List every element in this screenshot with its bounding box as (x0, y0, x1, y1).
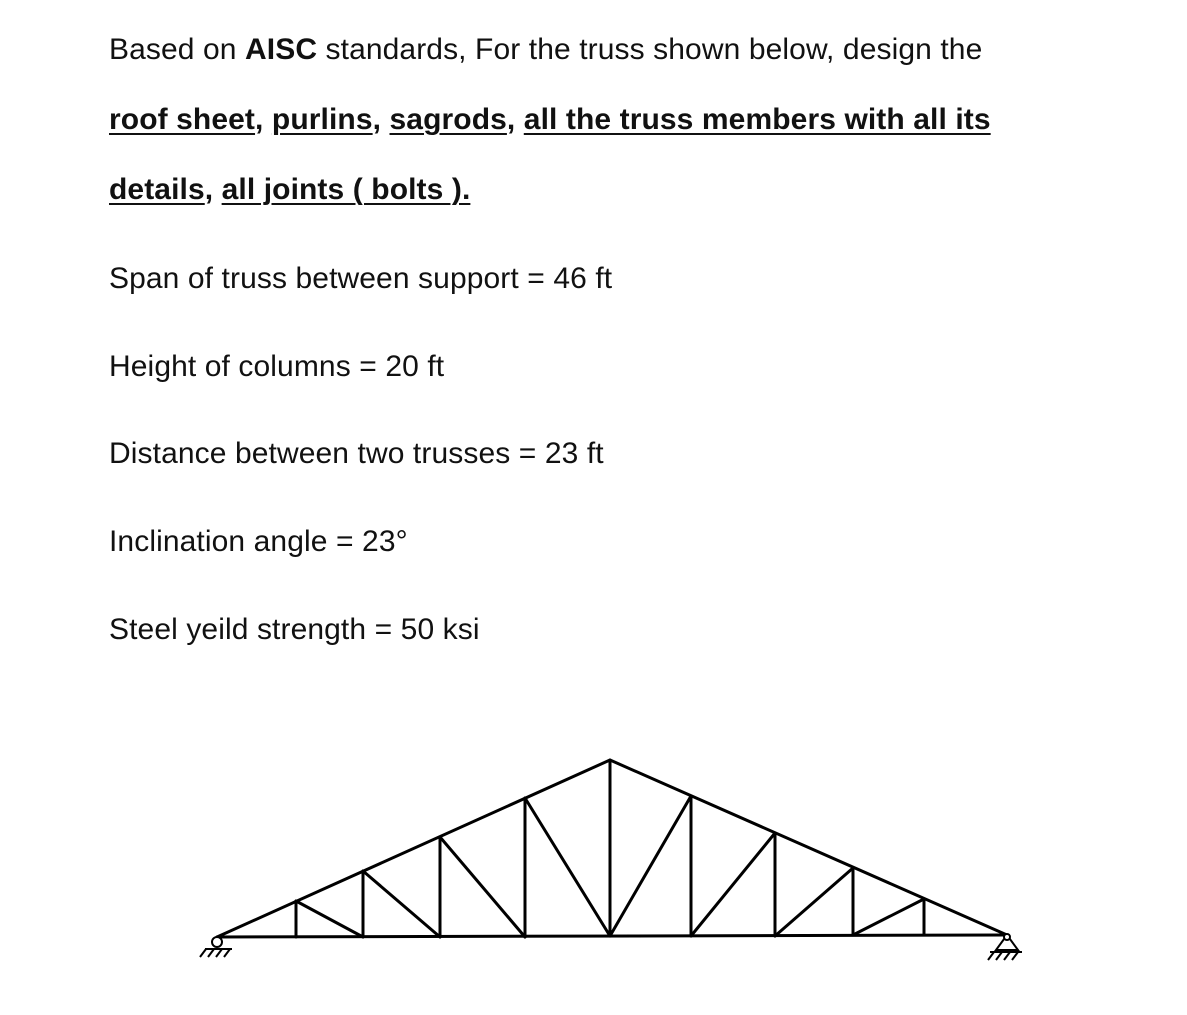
diagonal-member (296, 901, 363, 937)
diagonal-member (363, 871, 440, 937)
top-chord (217, 760, 1007, 937)
standard-name: AISC (245, 33, 318, 66)
task-purlins: purlins (271, 103, 373, 136)
task-joints: all joints ( bolts ). (221, 173, 471, 206)
intro-prefix: Based on (109, 33, 246, 66)
diagonal-member (610, 796, 691, 936)
param-truss-spacing: Distance between two trusses = 23 ft (109, 437, 604, 470)
tasks-line-1: roof sheet, purlins, sagrods, all the truss members with all its (109, 103, 991, 136)
intro-line (109, 32, 982, 68)
param-column-height: Height of columns = 20 ft (109, 350, 445, 383)
param-yield-strength-value: 50 ksi (400, 613, 480, 646)
task-details: details (109, 173, 205, 206)
param-span-value: 46 ft (553, 262, 613, 295)
tasks-line-2: details, all joints ( bolts ). (109, 173, 471, 206)
param-span: Span of truss between support = 46 ft (109, 262, 613, 295)
param-truss-spacing-value: 23 ft (544, 437, 604, 470)
truss-diagram (0, 740, 1187, 980)
param-column-height-value: 20 ft (385, 350, 445, 383)
diagonal-member (525, 798, 610, 936)
param-yield-strength: Steel yeild strength = 50 ksi (109, 613, 480, 646)
right-pin-support (988, 934, 1022, 960)
diagonal-member (691, 833, 775, 936)
diagonal-member (440, 837, 525, 937)
left-pin-support (200, 937, 232, 957)
task-truss-members: all the truss members with all its (523, 103, 991, 136)
task-sagrods: sagrods (389, 103, 507, 136)
param-inclination-value: 23° (362, 525, 408, 558)
task-roof-sheet: roof sheet (109, 103, 256, 136)
diagonal-member (775, 868, 853, 936)
intro-suffix: standards, For the truss shown below, design the (317, 33, 983, 66)
diagonal-member (853, 899, 924, 935)
param-inclination: Inclination angle = 23° (109, 525, 408, 558)
